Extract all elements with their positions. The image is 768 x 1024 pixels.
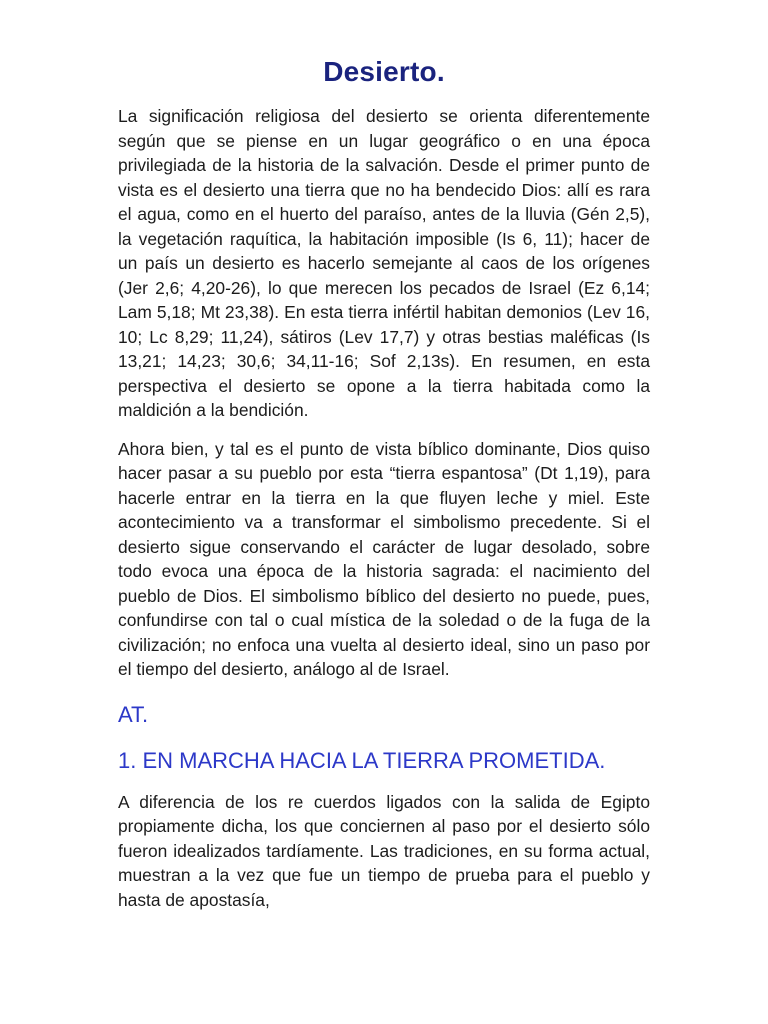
document-page — [118, 50, 650, 926]
paragraph-section-1: A diferencia de los re cuerdos ligados con la salida de Egipto propiamente dicha, los que conciernen al paso por el desierto sólo fueron idealizados tardíamente. Las tradiciones, en su forma actual, muestran a la vez que fue un tiempo de prueba para el pueblo y hasta de apostasía, — [118, 791, 650, 910]
section-heading-at: AT. — [118, 701, 149, 727]
section-heading-1: 1. EN MARCHA HACIA LA TIERRA PROMETIDA. — [118, 747, 606, 773]
paragraph-intro: La significación religiosa del desierto se orienta diferentemente según que se piense en un lugar geográfico o en una época privilegiada de la historia de la salvación. Desde el primer punto de vista es el desierto una tierra que no ha bendecido Dios: allí es rara el agua, como en el huerto del paraíso, antes de la lluvia (Gén 2,5), la vegetación raquítica, la habitación imposible (Is 6, 11); hacer de un país un desierto es hacerlo semejante al caos de los orígenes (Jer 2,6; 4,20-26), lo que merecen los pecados de Israel (Ez 6,14; Lam 5,18; Mt 23,38). En esta tierra infértil habitan demonios (Lev 16, 10; Lc 8,29; 11,24), sátiros (Lev 17,7) y otras bestias maléficas (Is 13,21; 14,23; 30,6; 34,11-16; Sof 2,13s). En resumen, en esta perspectiva el desierto se opone a la tierra habitada como la maldición a la bendición. — [118, 106, 650, 420]
paragraph-second: Ahora bien, y tal es el punto de vista bíblico dominante, Dios quiso hacer pasar a su pueblo por esta “tierra espantosa” (Dt 1,19), para hacerle entrar en la tierra en la que fluyen leche y miel. Este acontecimiento va a transformar el simbolismo precedente. Si el desierto sigue conservando el carácter de lugar desolado, sobre todo evoca una época de la historia sagrada: el nacimiento del pueblo de Dios. El simbolismo bíblico del desierto no puede, pues, confundirse con tal o cual mística de la soledad o de la fuga de la civilización; no enfoca una vuelta al desierto ideal, sino un paso por el tiempo del desierto, análogo al de Israel. — [118, 438, 650, 679]
document-title: Desierto. — [323, 56, 445, 87]
